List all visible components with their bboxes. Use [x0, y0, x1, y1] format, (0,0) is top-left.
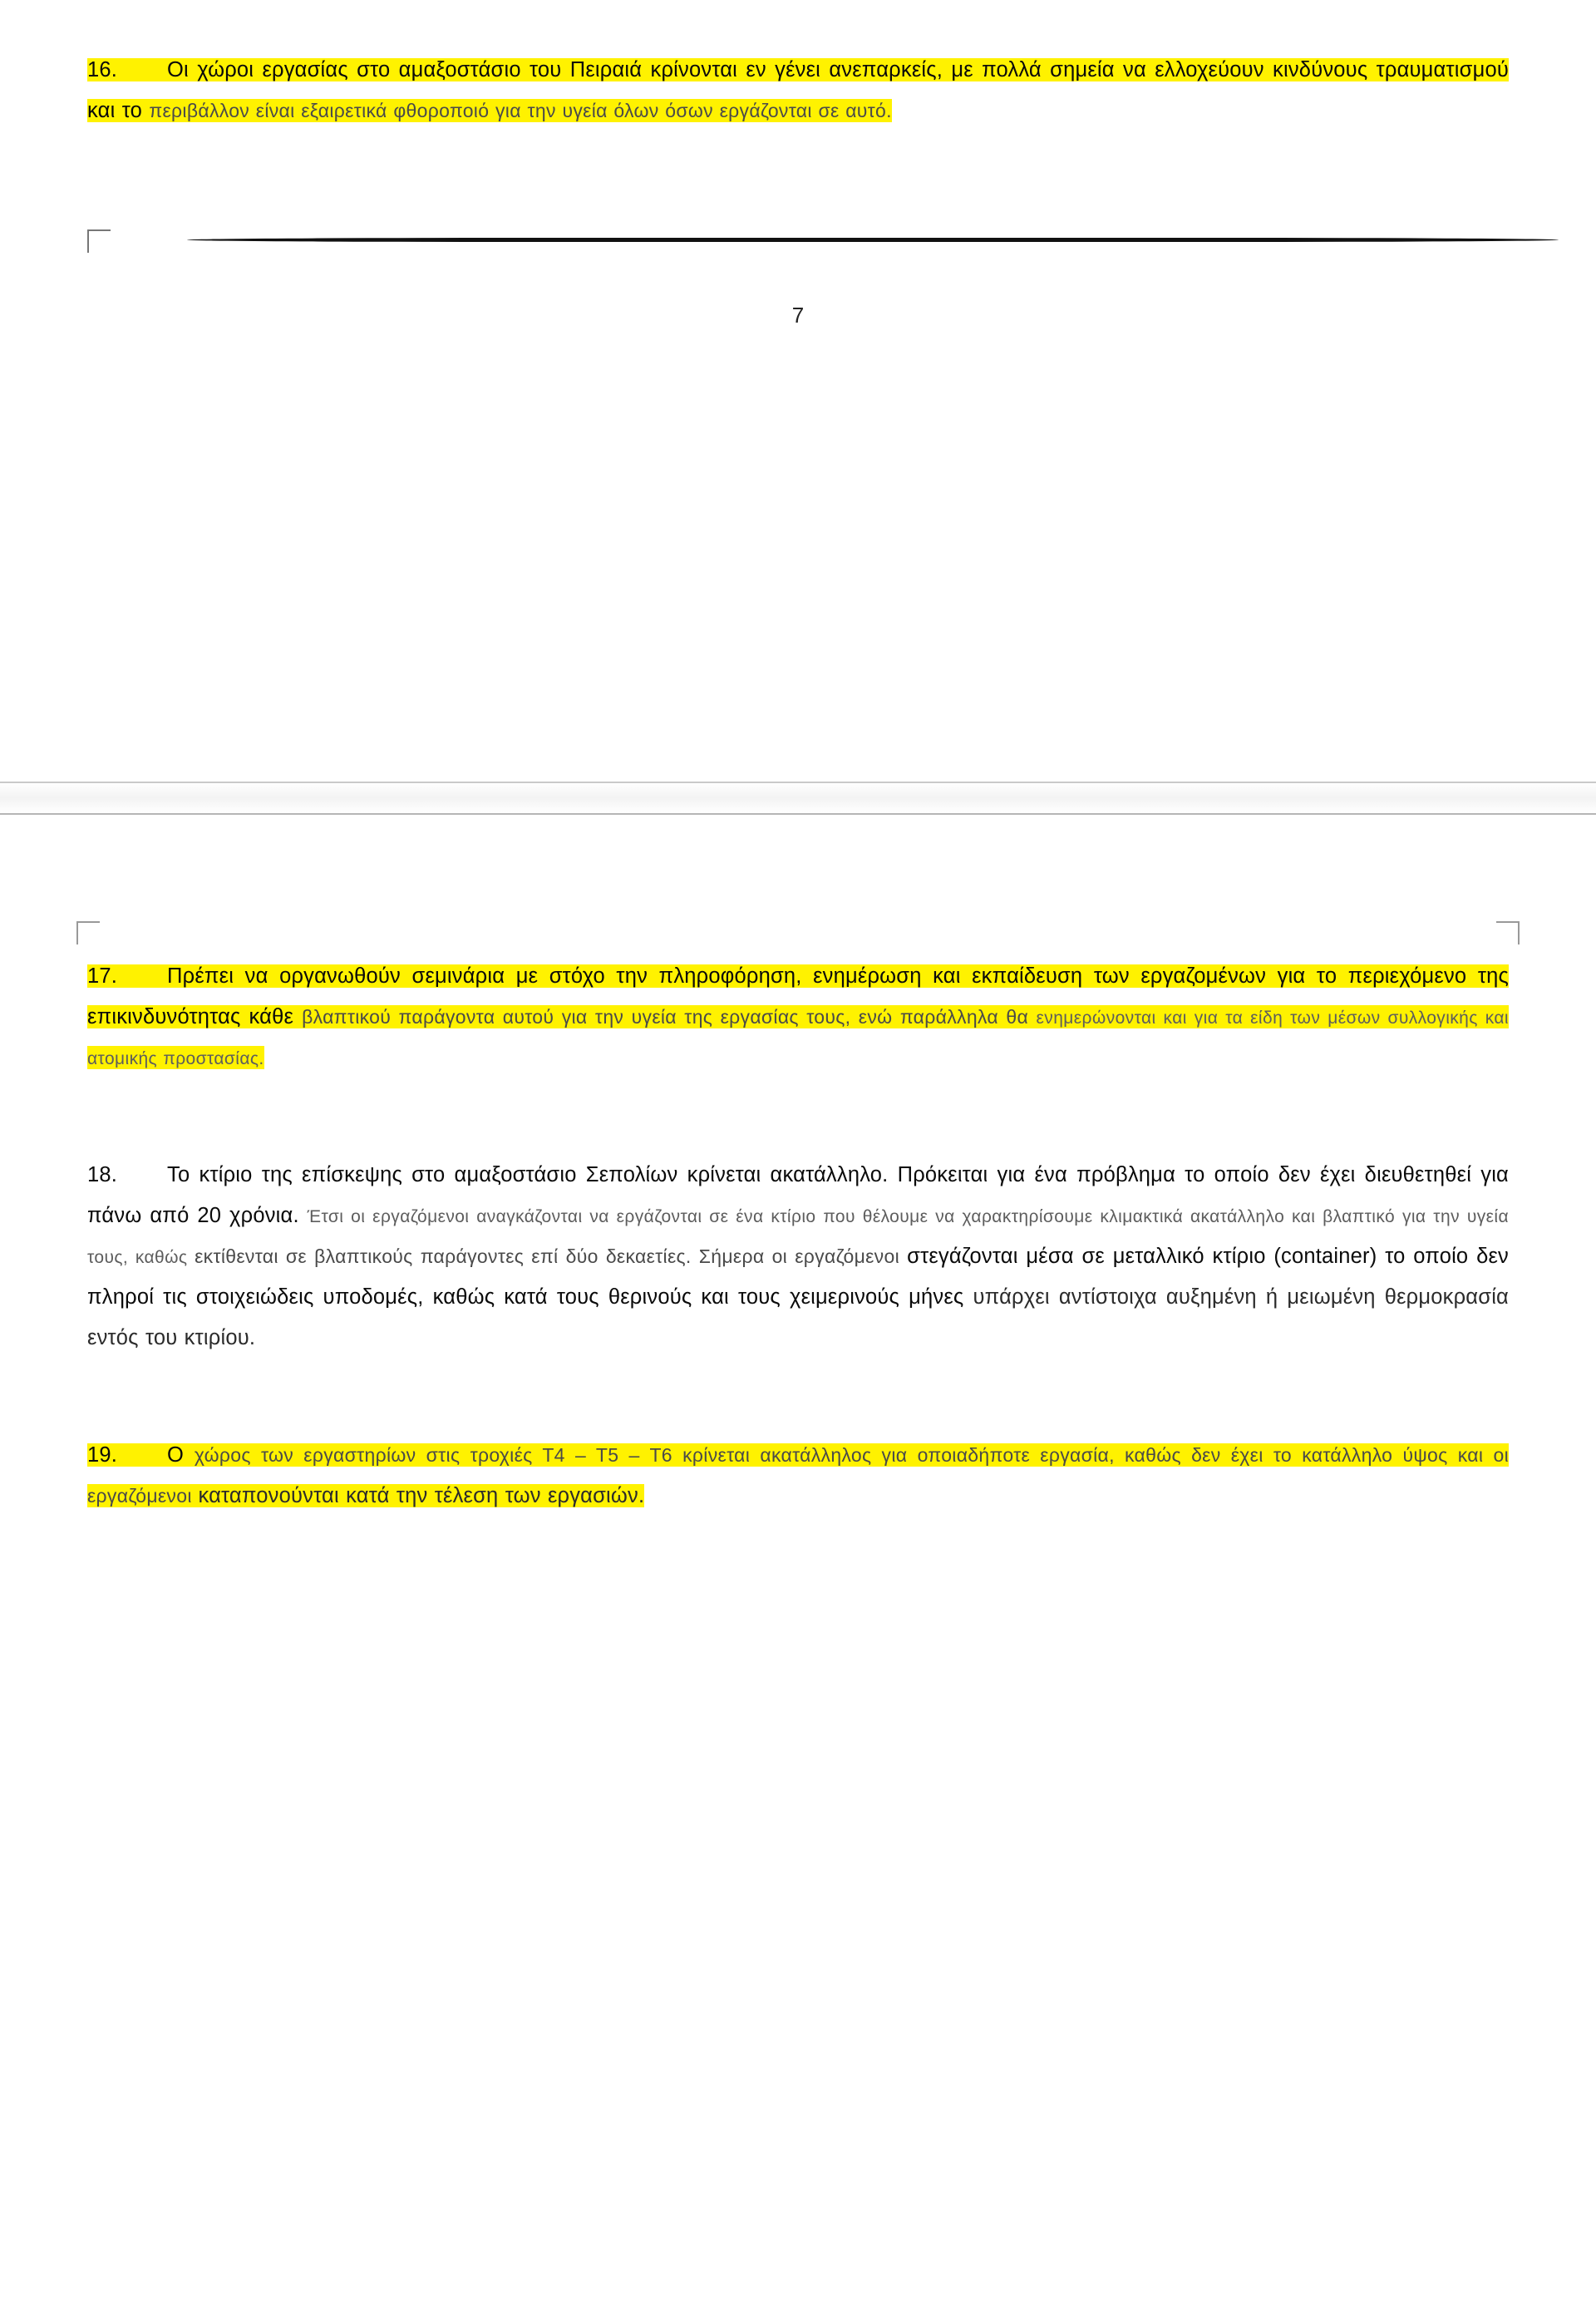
page-footer: [87, 229, 1509, 354]
paragraph-17-text-run-2: βλαπτικού παράγοντα αυτού για την υγεία της εργασίας τους, ενώ παράλληλα θα: [302, 1005, 1037, 1028]
crop-mark-top-right-icon: [1496, 921, 1520, 944]
crop-mark-icon: [87, 229, 111, 253]
paragraph-spacer-2: [87, 1364, 1509, 1435]
paragraph-17-text-run-1: Πρέπει να οργανωθούν σεμινάρια με στόχο την πληροφόρηση, ενημέρωση και εκπαίδευση των εργαζομένων για το περιεχόμενο της επικινδυνότητας κάθε: [87, 964, 1509, 1028]
document-page-2: [0, 815, 1596, 1603]
document-page-1: [0, 0, 1596, 782]
paragraph-spacer: [87, 1083, 1509, 1155]
paragraph-19-text-run-2: χώρος των εργαστηρίων στις τροχιές Τ4 – Τ5 – Τ6 κρίνεται ακατάλληλος για οποιαδήποτε εργασία, καθώς δεν έχει το κατάλληλο ύψος και οι εργαζόμενοι: [87, 1443, 1509, 1507]
paragraph-17-number: 17.: [87, 964, 118, 988]
paragraph-18-text-run-4: εκτίθενται σε βλαπτικούς παράγοντες επί δύο δεκαετίες. Σήμερα οι εργαζόμενοι: [195, 1245, 908, 1267]
paragraph-18-text-run-1: Το κτίριο της επίσκεψης στο αμαξοστάσιο Σεπολίων κρίνεται ακατάλληλο. Πρόκειται για ένα πρόβλημα το οποίο δεν έχει διευθετηθεί για πάνω από 20 χρόνια.: [87, 1162, 1509, 1227]
bottom-spacer: [87, 1521, 1509, 1570]
paragraph-18: [87, 1155, 1509, 1359]
paragraph-16-number: 16.: [87, 58, 118, 81]
paragraph-17: [87, 956, 1509, 1078]
paragraph-18-number: 18.: [87, 1162, 118, 1186]
paragraph-18-text-run-6: υπάρχει αντίστοιχα αυξημένη ή μειωμένη θερμοκρασία εντός του κτιρίου.: [87, 1285, 1509, 1349]
footer-divider: [187, 238, 1559, 242]
paragraph-16-text-run-1: Οι χώροι εργασίας στο αμαξοστάσιο του Πειραιά κρίνονται εν γένει ανεπαρκείς, με πολλά σημεία να ελλοχεύουν κινδύνους τραυματισμού και το: [87, 58, 1509, 122]
paragraph-18-text-run-3: χαρακτηρίσουμε κλιμακτικά ακατάλληλο και βλαπτικό για την υγεία τους, καθώς: [87, 1206, 1509, 1267]
page-number: 7: [791, 302, 805, 328]
crop-mark-top-left-icon: [76, 921, 100, 944]
paragraph-18-text-run-5: στεγάζονται μέσα σε μεταλλικό κτίριο (container) το οποίο δεν πληροί τις στοιχειώδεις υποδομές, καθώς κατά τους θερινούς και τους χειμερινούς μήνες: [87, 1244, 1509, 1309]
paragraph-19-text-run-3: καταπονούνται κατά την τέλεση των εργασιών.: [198, 1483, 645, 1507]
page-separator: [0, 782, 1596, 815]
paragraph-19: [87, 1435, 1509, 1517]
paragraph-17-text-run-3: ενημερώνονται και για τα είδη των μέσων συλλογικής και ατομικής προστασίας.: [87, 1008, 1510, 1068]
paragraph-18-text-run-2: Έτσι οι εργαζόμενοι αναγκάζονται να εργάζονται σε ένα κτίριο που θέλουμε να: [307, 1206, 963, 1226]
paragraph-19-number: 19.: [87, 1443, 118, 1467]
paragraph-16-text-run-2: περιβάλλον είναι εξαιρετικά φθοροποιό για την υγεία όλων όσων εργάζονται σε αυτό.: [149, 99, 892, 121]
paragraph-16: [87, 50, 1509, 131]
paragraph-19-text-run-1: Ο: [167, 1443, 195, 1467]
